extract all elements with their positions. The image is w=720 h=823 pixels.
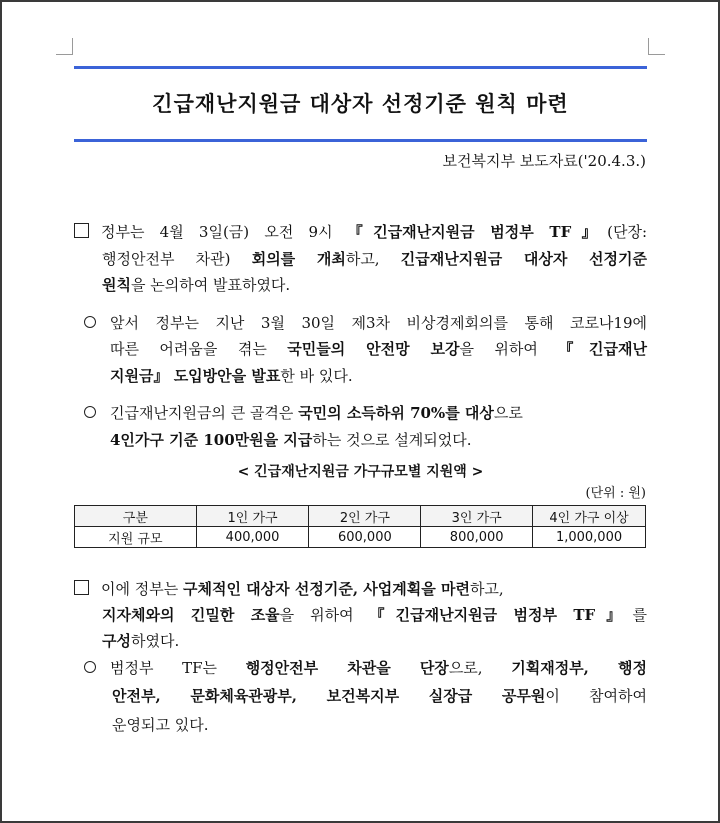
corner-mark-top-right xyxy=(648,38,665,55)
p5-line1: 범정부 TF는 행정안전부 차관을 단장으로, 기획재정부, 행정 xyxy=(84,657,647,678)
support-amount-table xyxy=(74,505,646,548)
table-cell: 400,000 xyxy=(196,527,309,548)
table-cell: 1,000,000 xyxy=(533,527,646,548)
title-bottom-rule xyxy=(74,139,647,142)
p3-line2: 4인가구 기준 100만원을 지급하는 것으로 설계되었다. xyxy=(110,431,472,449)
square-bullet-icon xyxy=(74,580,89,595)
corner-mark-top-left xyxy=(56,38,73,55)
table-header-cell: 3인 가구 xyxy=(421,506,533,527)
p1-line2: 행정안전부 차관) 회의를 개최하고, 긴급재난지원금 대상자 선정기준 xyxy=(102,250,647,268)
source-note: 보건복지부 보도자료('20.4.3.) xyxy=(442,152,646,170)
circle-bullet-icon xyxy=(84,316,96,328)
table-header-cell: 1인 가구 xyxy=(196,506,309,527)
table-header-row xyxy=(75,506,646,527)
circle-bullet-icon xyxy=(84,406,96,418)
p3-line1: 긴급재난지원금의 큰 골격은 국민의 소득하위 70%를 대상으로 xyxy=(84,402,523,423)
p2-line3: 지원금』 도입방안을 발표한 바 있다. xyxy=(110,367,353,385)
p1-line1: 정부는 4월 3일(금) 오전 9시 『긴급재난지원금 범정부 TF』(단장: xyxy=(74,221,647,242)
circle-bullet-icon xyxy=(84,661,96,673)
p2-line1: 앞서 정부는 지난 3월 30일 제3차 비상경제회의를 통해 코로나19에 xyxy=(84,312,647,333)
p2-line2: 따른 어려움을 겪는 국민들의 안전망 보강을 위하여 『긴급재난 xyxy=(110,340,647,358)
table-cell: 800,000 xyxy=(421,527,533,548)
page-title: 긴급재난지원금 대상자 선정기준 원칙 마련 xyxy=(152,92,569,116)
table-cell: 600,000 xyxy=(309,527,421,548)
p4-line1: 이에 정부는 구체적인 대상자 선정기준, 사업계획을 마련하고, xyxy=(74,578,504,599)
p5-line2: 안전부, 문화체육관광부, 보건복지부 실장급 공무원이 참여하여 xyxy=(112,687,647,705)
table-unit: (단위 : 원) xyxy=(585,486,646,501)
table-header-cell: 2인 가구 xyxy=(309,506,421,527)
p4-line3: 구성하였다. xyxy=(102,632,180,650)
table-row xyxy=(75,527,646,548)
table-header-cell: 구분 xyxy=(75,506,197,527)
table-header-cell: 4인 가구 이상 xyxy=(533,506,646,527)
square-bullet-icon xyxy=(74,223,89,238)
table-cell: 지원 규모 xyxy=(75,527,197,548)
p4-line2: 지자체와의 긴밀한 조율을 위하여 『긴급재난지원금 범정부 TF』를 xyxy=(102,606,647,624)
p1-line3: 원칙을 논의하여 발표하였다. xyxy=(102,276,291,294)
table-caption: < 긴급재난지원금 가구규모별 지원액 > xyxy=(237,464,484,480)
p5-line3: 운영되고 있다. xyxy=(112,716,209,734)
title-top-rule xyxy=(74,66,647,69)
